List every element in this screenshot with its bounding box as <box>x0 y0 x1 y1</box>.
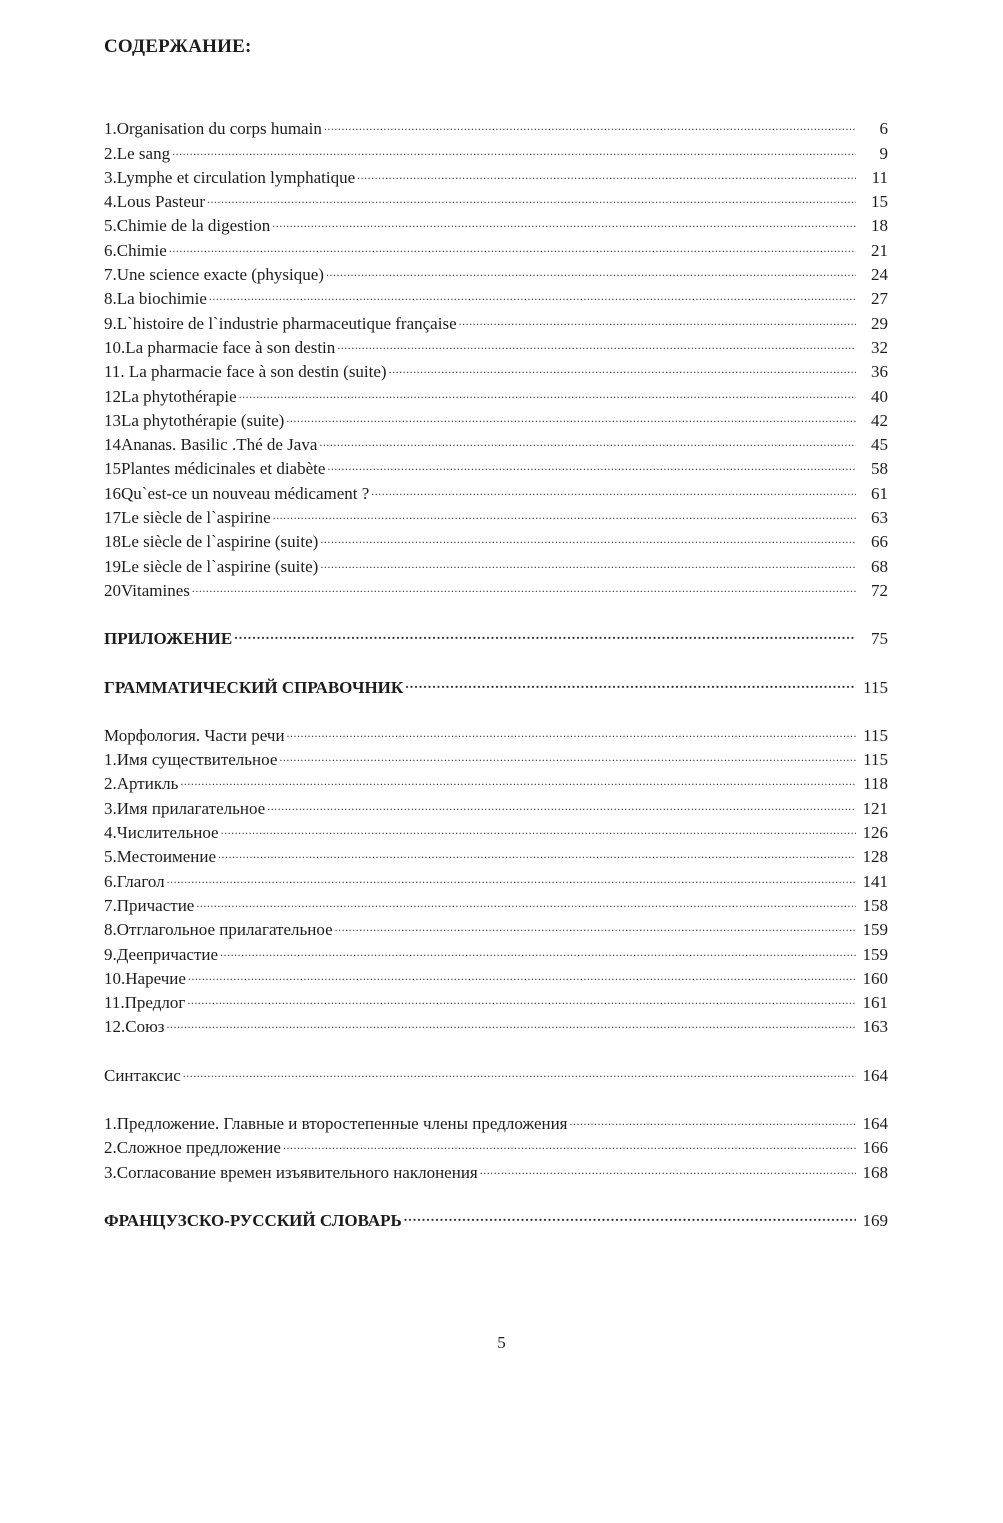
toc-entry-label: 9.L`histoire de l`industrie pharmaceutique française <box>104 313 457 333</box>
toc-entry-label: 11. La pharmacie face à son destin (suite) <box>104 362 387 382</box>
toc-entry-label: 3.Согласование времен изъявительного наклонения <box>104 1162 478 1182</box>
toc-entry-page: 63 <box>871 508 888 528</box>
toc-entry <box>104 183 902 212</box>
toc-entry-page: 9 <box>879 143 888 163</box>
toc-entry-label: 8.Отглагольное прилагательное <box>104 920 333 940</box>
dot-leader <box>327 450 856 474</box>
toc-entry <box>104 984 902 1013</box>
toc-entry-label: 10.Наречие <box>104 968 186 988</box>
page-number: 5 <box>497 1333 506 1352</box>
toc-entry-label: 9.Деепричастие <box>104 944 219 964</box>
toc-entry-page: 160 <box>862 968 888 988</box>
toc-entry-page: 158 <box>862 895 888 915</box>
toc-entry <box>104 231 902 260</box>
dot-leader <box>188 960 856 984</box>
toc-entry <box>104 159 902 187</box>
toc-entry-label: 10.La pharmacie face à son destin <box>104 337 336 357</box>
toc-entry-label: Синтаксис <box>104 1065 181 1085</box>
toc-entry-page: 24 <box>871 265 888 285</box>
toc-entry <box>104 789 902 818</box>
dot-leader <box>218 838 856 862</box>
toc-entry-label: 6.Chimie <box>104 240 167 260</box>
dot-leader <box>172 134 856 158</box>
toc-entry-page: 169 <box>862 1210 888 1230</box>
toc-entry <box>104 814 902 843</box>
toc-entry <box>104 256 902 285</box>
toc-entry-page: 115 <box>863 677 888 697</box>
toc-entry-appendix <box>104 620 902 649</box>
dot-leader <box>405 668 856 692</box>
toc-entry-page: 29 <box>871 313 888 333</box>
dot-leader <box>192 572 856 596</box>
toc-entry-syntax <box>104 1056 902 1085</box>
toc-entry <box>104 134 902 163</box>
toc-entry-label: 1.Organisation du corps humain <box>104 119 322 139</box>
dot-leader <box>283 1129 856 1153</box>
dot-leader <box>335 911 856 935</box>
toc-entry-label: 1.Имя существительное <box>104 750 278 770</box>
toc-entry-page: 121 <box>862 798 888 818</box>
dot-leader <box>272 207 856 231</box>
morphology-list <box>104 717 902 1037</box>
toc-entry <box>104 838 902 867</box>
dot-leader <box>180 765 856 789</box>
dot-leader <box>207 183 856 207</box>
lessons-list <box>104 110 902 600</box>
toc-entry-page: 66 <box>871 532 888 552</box>
toc-entry-dictionary <box>104 1202 902 1230</box>
toc-entry <box>104 960 902 988</box>
syntax-list <box>104 1105 902 1182</box>
toc-entry-page: 42 <box>871 410 888 430</box>
toc-entry-page: 27 <box>871 289 888 309</box>
dot-leader <box>371 474 856 498</box>
toc-entry-page: 40 <box>871 386 888 406</box>
toc-entry-page: 75 <box>871 629 888 649</box>
spacer <box>104 596 902 620</box>
toc-entry-page: 161 <box>862 993 888 1013</box>
toc-entry-page: 168 <box>862 1162 888 1182</box>
toc-entry-label: 2.Артикль <box>104 774 179 794</box>
toc-entry-label: 19Le siècle de l`aspirine (suite) <box>104 556 319 576</box>
toc-entry-label: 11.Предлог <box>104 993 186 1013</box>
dot-leader <box>167 862 856 886</box>
dot-leader <box>570 1105 857 1129</box>
dot-leader <box>209 280 856 304</box>
toc-entry-label: 15Plantes médicinales et diabète <box>104 459 326 479</box>
dot-leader <box>326 256 856 280</box>
toc-entry <box>104 304 902 333</box>
toc-entry-page: 126 <box>862 823 888 843</box>
toc-entry-label: 8.La biochimie <box>104 289 207 309</box>
dot-leader <box>196 887 856 911</box>
toc-entry <box>104 717 902 745</box>
toc-entry <box>104 765 902 794</box>
toc-entry <box>104 887 902 915</box>
table-of-contents <box>104 110 902 1230</box>
toc-entry-label: ФРАНЦУЗСКО-РУССКИЙ СЛОВАРЬ <box>104 1210 402 1230</box>
toc-entry-page: 164 <box>862 1113 888 1133</box>
dot-leader <box>319 426 856 450</box>
toc-entry-page: 141 <box>862 871 888 891</box>
spacer <box>104 1032 902 1056</box>
toc-entry-page: 159 <box>862 944 888 964</box>
toc-entry-page: 15 <box>871 192 888 212</box>
dot-leader <box>287 717 856 741</box>
toc-entry <box>104 1105 902 1133</box>
dot-leader <box>286 402 856 426</box>
dot-leader <box>459 304 856 328</box>
toc-entry <box>104 110 902 139</box>
toc-entry-label: 18Le siècle de l`aspirine (suite) <box>104 532 319 552</box>
toc-entry-label: 5.Chimie de la digestion <box>104 216 271 236</box>
dot-leader <box>337 329 856 353</box>
toc-entry-page: 115 <box>863 750 888 770</box>
toc-entry-page: 128 <box>862 847 888 867</box>
dot-leader <box>480 1153 856 1177</box>
toc-entry-page: 166 <box>862 1138 888 1158</box>
dot-leader <box>183 1056 856 1080</box>
toc-entry-page: 11 <box>871 167 888 187</box>
toc-entry-label: 4.Lous Pasteur <box>104 192 206 212</box>
toc-entry-page: 36 <box>871 362 888 382</box>
toc-entry-label: 4.Числительное <box>104 823 219 843</box>
toc-entry <box>104 280 902 309</box>
toc-entry <box>104 862 902 891</box>
dot-leader <box>404 1202 856 1226</box>
toc-entry-label: ПРИЛОЖЕНИЕ <box>104 629 233 649</box>
toc-entry <box>104 207 902 236</box>
toc-entry-page: 164 <box>862 1065 888 1085</box>
dot-leader <box>220 935 856 959</box>
dot-leader <box>357 159 856 183</box>
dot-leader <box>234 620 856 644</box>
toc-entry-label: 2.Le sang <box>104 143 171 163</box>
toc-entry-label: 13La phytothérapie (suite) <box>104 410 285 430</box>
toc-entry-page: 21 <box>871 240 888 260</box>
toc-entry-label: 16Qu`est-ce un nouveau médicament ? <box>104 483 370 503</box>
toc-entry-label: 12.Союз <box>104 1017 165 1037</box>
toc-entry-grammar <box>104 668 902 697</box>
dot-leader <box>167 1008 856 1032</box>
toc-entry-label: ГРАММАТИЧЕСКИЙ СПРАВОЧНИК <box>104 677 404 697</box>
toc-entry-page: 163 <box>862 1017 888 1037</box>
dot-leader <box>389 353 856 377</box>
toc-entry-label: 7.Причастие <box>104 895 195 915</box>
toc-entry-page: 61 <box>871 483 888 503</box>
toc-entry <box>104 572 902 600</box>
toc-entry-page: 159 <box>862 920 888 940</box>
spacer <box>104 1081 902 1105</box>
dot-leader <box>279 741 856 765</box>
dot-leader <box>324 110 856 134</box>
dot-leader <box>187 984 856 1008</box>
toc-entry <box>104 911 902 940</box>
toc-entry-page: 115 <box>863 725 888 745</box>
toc-entry-label: 3.Lymphe et circulation lymphatique <box>104 167 356 187</box>
toc-entry-page: 58 <box>871 459 888 479</box>
toc-entry-label: 2.Сложное предложение <box>104 1138 281 1158</box>
dot-leader <box>320 547 856 571</box>
dot-leader <box>267 789 856 813</box>
dot-leader <box>273 499 856 523</box>
dot-leader <box>169 231 856 255</box>
toc-entry-page: 6 <box>879 119 888 139</box>
toc-entry-page: 68 <box>871 556 888 576</box>
dot-leader <box>239 377 856 401</box>
toc-entry-label: 12La phytothérapie <box>104 386 237 406</box>
toc-entry <box>104 1008 902 1037</box>
page-title: СОДЕРЖАНИЕ: <box>104 36 252 57</box>
dot-leader <box>221 814 856 838</box>
toc-entry-page: 32 <box>871 337 888 357</box>
toc-entry-label: 3.Имя прилагательное <box>104 798 266 818</box>
toc-entry-label: Морфология. Части речи <box>104 725 285 745</box>
toc-entry-page: 118 <box>863 774 888 794</box>
toc-entry-label: 1.Предложение. Главные и второстепенные члены предложения <box>104 1113 568 1133</box>
toc-entry-label: 6.Глагол <box>104 871 165 891</box>
toc-entry-label: 20Vitamines <box>104 580 190 600</box>
toc-entry-label: 7.Une science exacte (physique) <box>104 265 324 285</box>
toc-entry-page: 18 <box>871 216 888 236</box>
toc-entry-page: 45 <box>871 435 888 455</box>
toc-entry <box>104 935 902 964</box>
toc-entry-label: 5.Местоимение <box>104 847 217 867</box>
dot-leader <box>320 523 856 547</box>
toc-entry-label: 14Ananas. Basilic .Thé de Java <box>104 435 318 455</box>
toc-entry-label: 17Le siècle de l`aspirine <box>104 508 271 528</box>
toc-entry-page: 72 <box>871 580 888 600</box>
